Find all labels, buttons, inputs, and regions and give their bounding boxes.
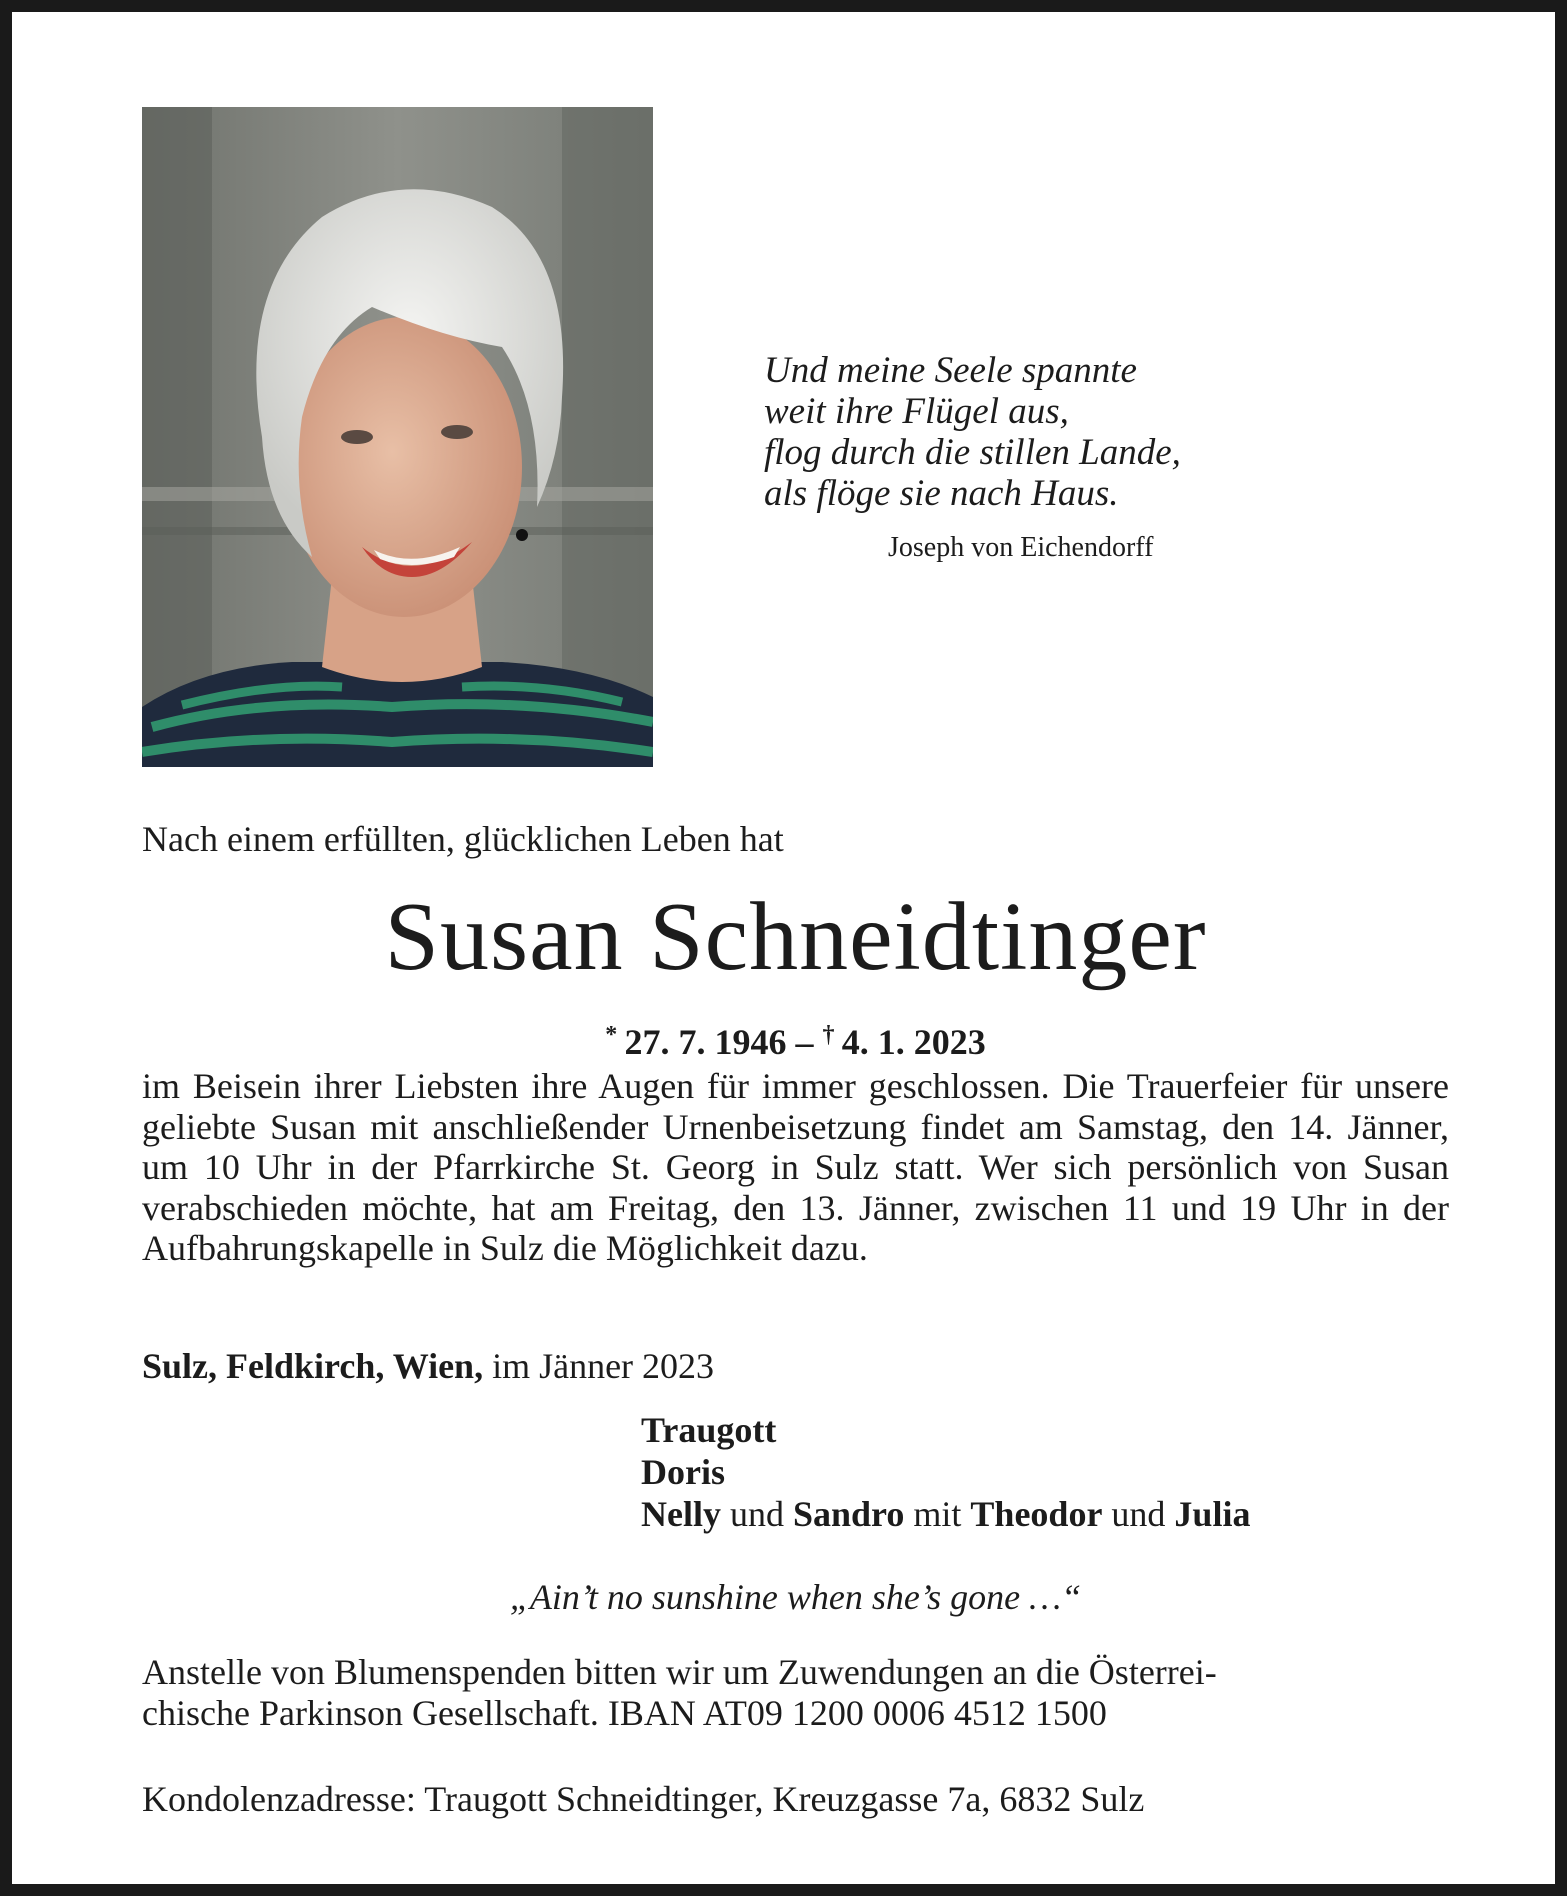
date-separator: – — [786, 1022, 823, 1062]
donation-line: chische Parkinson Gesellschaft. IBAN AT09 1200 0006 4512 1500 — [142, 1693, 1107, 1733]
donation-note — [142, 1652, 1449, 1734]
place-cities: Sulz, Feldkirch, Wien, — [142, 1346, 484, 1386]
birth-symbol: * — [605, 1022, 618, 1048]
place-date: im Jänner 2023 — [483, 1346, 715, 1386]
poem-line: flog durch die stillen Lande, — [764, 432, 1181, 473]
donation-line: Anstelle von Blumenspenden bitten wir um Zuwendungen an die Österrei- — [142, 1652, 1217, 1692]
deceased-name: Susan Schneidtinger — [384, 883, 1207, 991]
poem-author: Joseph von Eichendorff — [888, 532, 1154, 563]
birth-date: 27. 7. 1946 — [624, 1022, 787, 1062]
poem-line: weit ihre Flügel aus, — [764, 391, 1069, 432]
family-member: Nelly — [641, 1494, 721, 1534]
poem — [764, 350, 1284, 514]
song-quote: „Ain’t no sunshine when she’s gone …“ — [509, 1577, 1082, 1617]
conjunction: mit — [904, 1494, 971, 1534]
family-member: Julia — [1174, 1494, 1251, 1534]
poem-line: als flöge sie nach Haus. — [764, 473, 1119, 514]
poem-line: Und meine Seele spannte — [764, 350, 1137, 391]
place-and-date — [142, 1345, 714, 1387]
life-dates — [12, 1014, 1567, 1063]
family-member: Sandro — [792, 1494, 905, 1534]
conjunction: und — [1102, 1494, 1175, 1534]
death-symbol: † — [822, 1022, 835, 1048]
family-member: Theodor — [970, 1494, 1103, 1534]
family-member: Traugott — [641, 1410, 777, 1450]
family-signatures — [641, 1409, 1250, 1535]
announcement-body: im Beisein ihrer Liebsten ihre Augen für immer geschlossen. Die Trauerfeier für unsere geliebte Susan mit anschließender Urnenbeisetzung findet am Samstag, den 14. Jänner, um 10 Uhr in der Pfarrkirche St. Georg in Sulz statt. Wer sich persönlich von Susan verabschieden möchte, hat am Freitag, den 13. Jänner, zwischen 11 und 19 Uhr in der Aufbahrungskapelle in Sulz die Möglichkeit dazu. — [142, 1066, 1449, 1268]
condolence-address: Kondolenzadresse: Traugott Schneidtinger, Kreuzgasse 7a, 6832 Sulz — [142, 1779, 1145, 1819]
conjunction: und — [720, 1494, 793, 1534]
portrait-photo — [142, 107, 653, 767]
family-member: Doris — [641, 1452, 725, 1492]
intro-text: Nach einem erfüllten, glücklichen Leben hat — [142, 819, 784, 859]
death-date: 4. 1. 2023 — [841, 1022, 986, 1062]
